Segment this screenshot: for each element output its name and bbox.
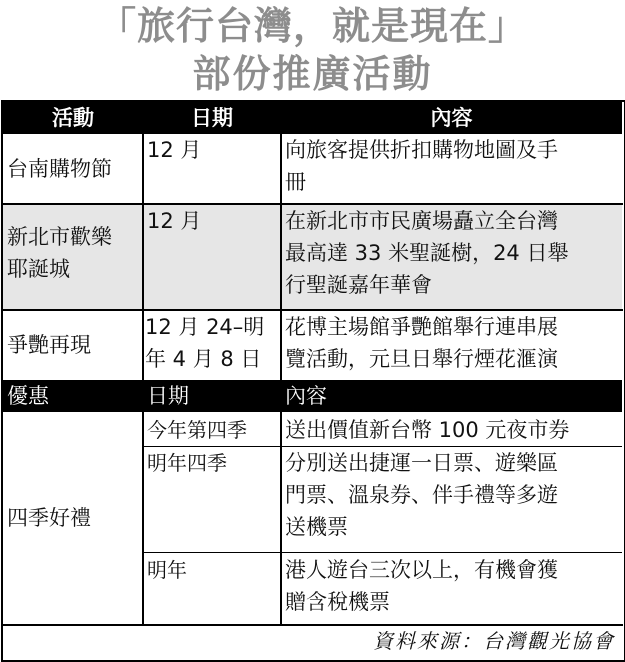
page-title-line-2: 部份推廣活動 <box>192 52 433 96</box>
column-divider <box>280 412 282 624</box>
content-line: 門票、溫泉券、伴手禮等多遊 <box>285 483 558 507</box>
offer-date: 明年四季 <box>147 451 227 475</box>
offer-content <box>281 447 622 551</box>
offer-date: 今年第四季 <box>147 418 247 442</box>
column-divider <box>280 134 282 380</box>
content-line: 花博主場館爭艷館舉行連串展 <box>285 315 558 339</box>
header-date: 日期 <box>143 102 281 134</box>
content-line: 分別送出捷運一日票、遊樂區 <box>285 451 558 475</box>
date-line: 年 4 月 8 日 <box>145 347 262 371</box>
column-divider <box>142 412 144 624</box>
row-activity: 爭艷再現 <box>7 333 91 357</box>
row-date <box>143 311 281 379</box>
content-line: 贈含稅機票 <box>285 590 390 614</box>
activity-line: 新北市歡樂 <box>7 225 112 249</box>
content-line: 行聖誕嘉年華會 <box>285 273 432 297</box>
activity-line: 耶誕城 <box>7 257 70 281</box>
offer-divider <box>143 552 622 553</box>
offer-content <box>281 554 622 624</box>
content-line: 送機票 <box>285 515 348 539</box>
subheader-offer: 優惠 <box>3 380 143 412</box>
page-title-line-1: 「旅行台灣，就是現在」 <box>97 4 527 48</box>
column-divider <box>142 134 144 380</box>
content-line: 在新北市市民廣場矗立全台灣 <box>285 209 558 233</box>
row-content <box>281 311 622 379</box>
content-line: 港人遊台三次以上，有機會獲 <box>285 558 558 582</box>
row-activity: 台南購物節 <box>7 157 112 181</box>
subheader-content: 內容 <box>281 380 622 412</box>
content-line: 最高達 33 米聖誕樹，24 日舉 <box>285 241 569 265</box>
content-line: 冊 <box>285 170 306 194</box>
offer-name: 四季好禮 <box>7 506 91 530</box>
offer-date: 明年 <box>147 558 187 582</box>
row-date: 12 月 <box>143 205 281 309</box>
offer-content: 送出價值新台幣 100 元夜市券 <box>285 418 570 442</box>
header-content: 內容 <box>281 102 622 134</box>
row-content <box>281 134 622 204</box>
row-date: 12 月 <box>147 138 202 162</box>
date-line: 12 月 24–明 <box>145 315 265 339</box>
row-activity <box>3 205 143 309</box>
content-line: 覽活動，元旦日舉行煙花滙演 <box>285 347 558 371</box>
row-content <box>281 205 622 309</box>
header-activity: 活動 <box>3 102 143 134</box>
source-note: 資料來源：台灣觀光協會 <box>373 629 615 653</box>
subheader-date: 日期 <box>143 380 281 412</box>
content-line: 向旅客提供折扣購物地圖及手 <box>285 138 558 162</box>
